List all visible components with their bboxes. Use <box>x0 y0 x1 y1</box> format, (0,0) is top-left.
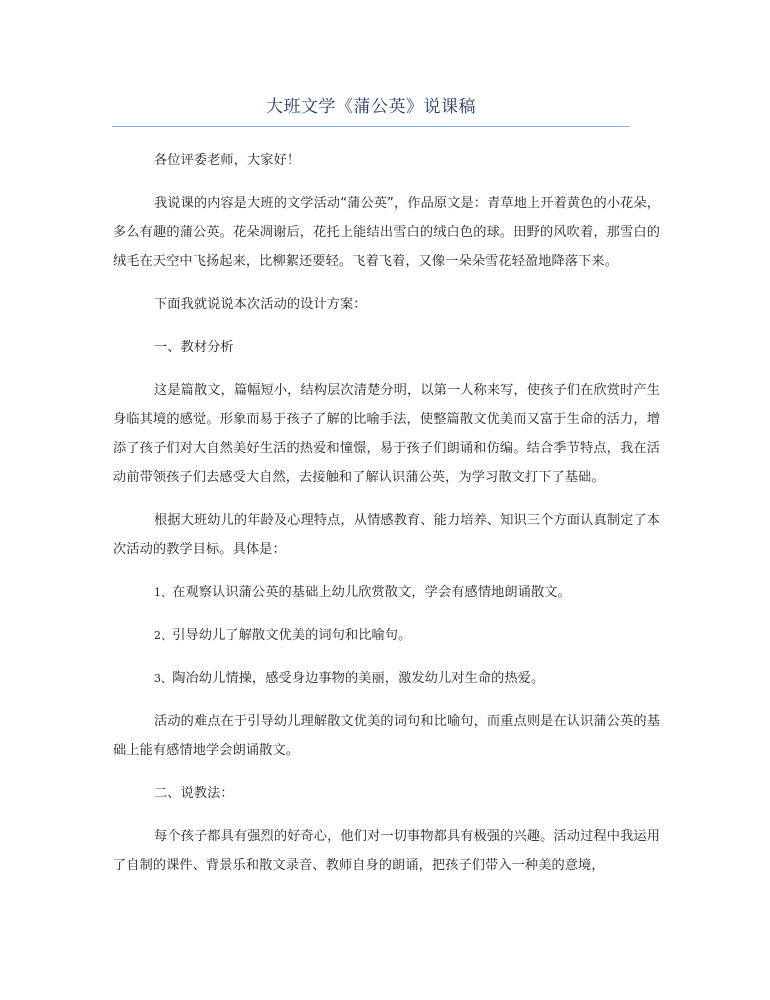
method-paragraph: 每个孩子都具有强烈的好奇心，他们对一切事物都具有极强的兴趣。活动过程中我运用了自制的课件、背景乐和散文录音、教师自身的朗诵，把孩子们带入一种美的意境， <box>113 829 660 873</box>
difficulty-paragraph: 活动的难点在于引导幼儿理解散文优美的词句和比喻句，而重点则是在认识蒲公英的基础上能有感情地学会朗诵散文。 <box>113 714 660 758</box>
greeting-paragraph: 各位评委老师，大家好！ <box>154 153 301 168</box>
goal-item <box>113 578 660 607</box>
goal-text: 在观察认识蒲公英的基础上幼儿欣赏散文，学会有感情地朗诵散文。 <box>172 585 571 600</box>
goal-text: 陶冶幼儿情操，感受身边事物的美丽，激发幼儿对生命的热爱。 <box>172 671 545 686</box>
plan-intro-paragraph: 下面我就说说本次活动的设计方案： <box>154 297 367 312</box>
goal-number: 3、 <box>154 672 173 685</box>
goals-intro-paragraph: 根据大班幼儿的年龄及心理特点，从情感教育、能力培养、知识三个方面认真制定了本次活动的教学目标。具体是： <box>113 513 660 557</box>
section-heading-method: 二、说教法： <box>154 786 234 801</box>
material-analysis-paragraph: 这是篇散文，篇幅短小，结构层次清楚分明，以第一人称来写，使孩子们在欣赏时产生身临其境的感觉。形象而易于孩子了解的比喻手法，使整篇散文优美而又富于生命的活力，增添了孩子们对大自然美好生活的热爱和憧憬，易于孩子们朗诵和仿编。结合季节特点，我在活动前带领孩子们去感受大自然，去接触和了解认识蒲公英，为学习散文打下了基础。 <box>113 383 660 485</box>
section-heading-material: 一、教材分析 <box>154 340 234 355</box>
title-divider <box>112 126 630 127</box>
goal-item <box>113 664 660 693</box>
goal-number: 2、 <box>154 629 173 642</box>
goal-item <box>113 621 660 650</box>
document-title: 大班文学《蒲公英》说课稿 <box>266 97 476 117</box>
content-paragraph: 我说课的内容是大班的文学活动“蒲公英”，作品原文是：青草地上开着黄色的小花朵，多么有趣的蒲公英。花朵凋谢后，花托上能结出雪白的绒白色的球。田野的风吹着，那雪白的绒毛在天空中飞扬起来，比柳絮还要轻。飞着飞着，又像一朵朵雪花轻盈地降落下来。 <box>113 196 660 269</box>
goal-text: 引导幼儿了解散文优美的词句和比喻句。 <box>172 628 412 643</box>
document-body <box>113 146 660 880</box>
goal-number: 1、 <box>154 586 173 599</box>
